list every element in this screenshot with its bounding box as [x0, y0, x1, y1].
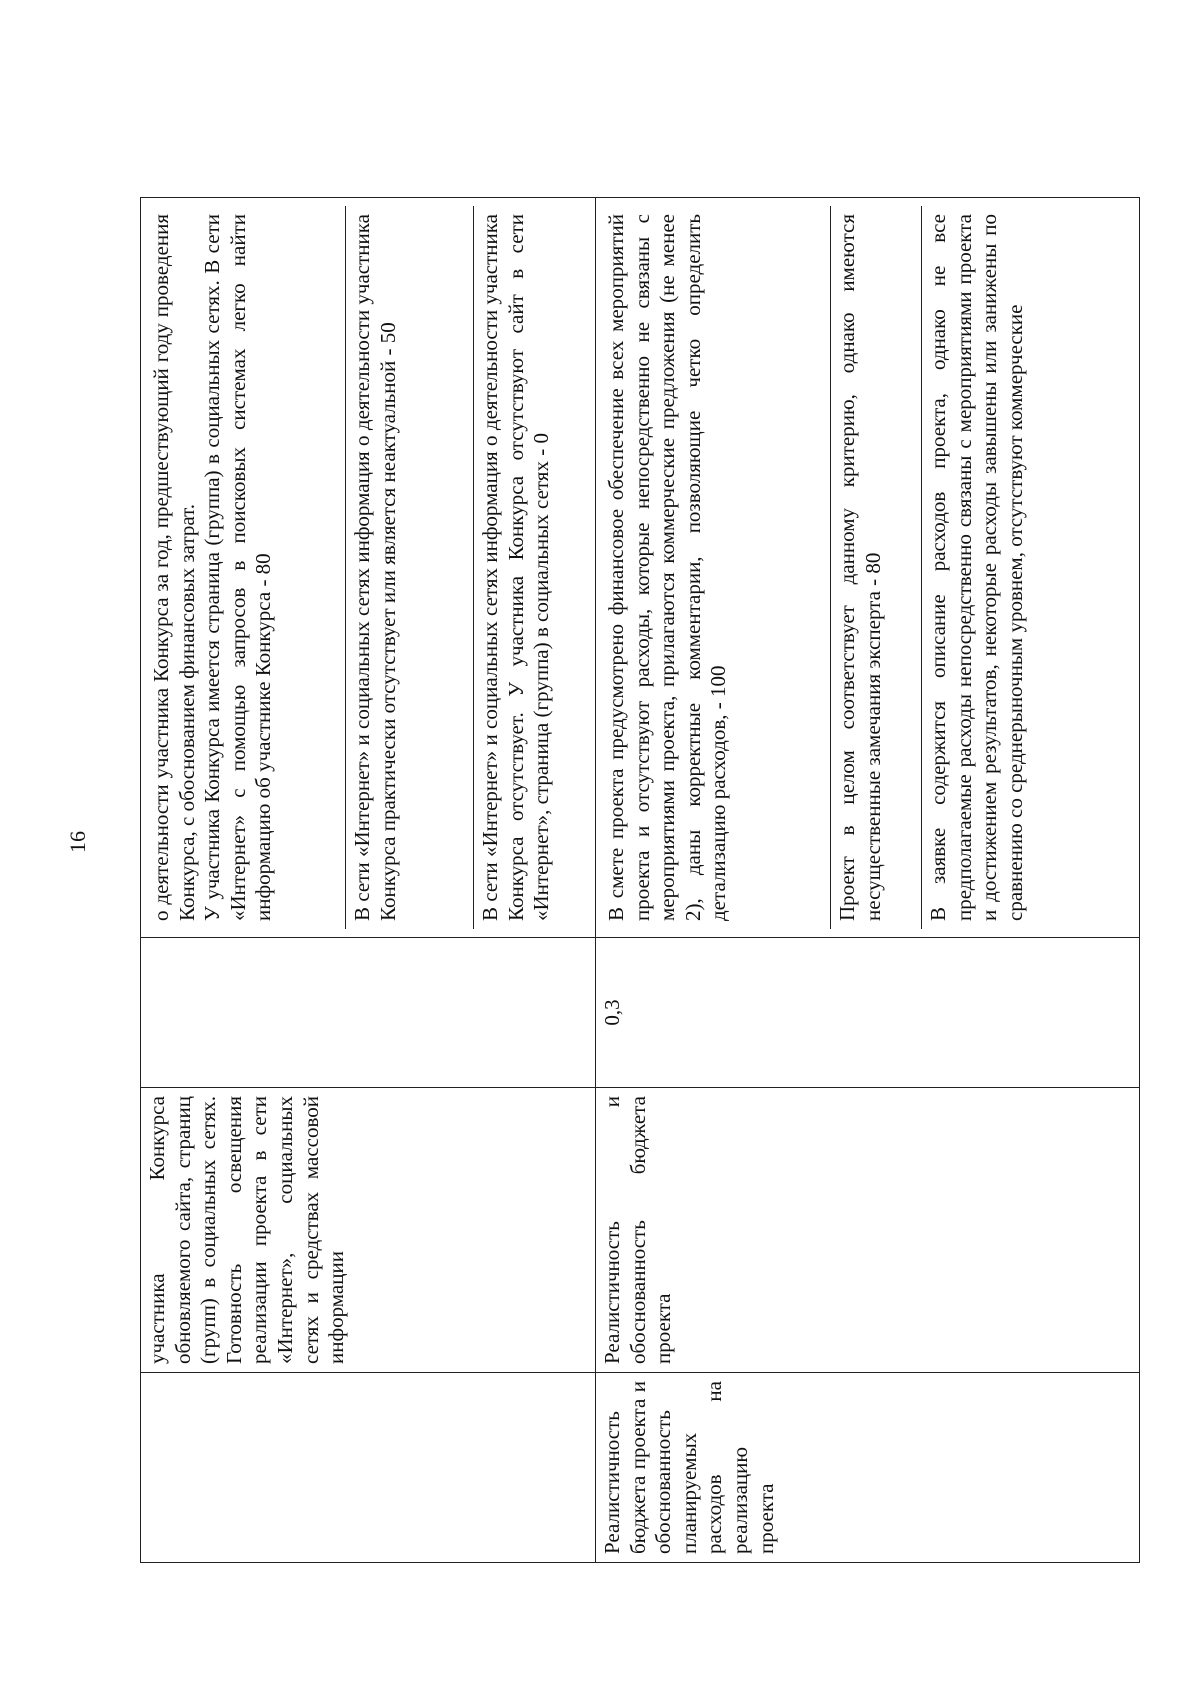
score-text: В сети «Интернет» и социальных сетях информация о деятельности участника Конкурса практически отсутствует или является неактуальной - 50 [350, 214, 400, 921]
score-item [600, 206, 831, 929]
rotated-content [140, 198, 1140, 1563]
indicator-cell: участника Конкурса обновляемого сайта, страниц (групп) в социальных сетях. Готовность освещения реализации проекта в сети «Интернет», социальных сетях и средствах массовой информации [141, 1088, 596, 1373]
page-number: 16 [65, 831, 90, 853]
criterion-cell [141, 1373, 596, 1563]
indicator-cell: Реалистичность и обоснованность бюджета проекта [596, 1088, 1140, 1373]
weight-cell: 0,3 [596, 938, 1140, 1088]
score-text: о деятельности участника Конкурса за год, предшествующий году проведения Конкурса, с обоснованием финансовых затрат. [149, 214, 199, 921]
weight-cell [141, 938, 596, 1088]
score-text: Проект в целом соответствует данному критерию, однако имеются несущественные замечания эксперта - 80 [835, 214, 885, 921]
score-text: В заявке содержится описание расходов проекта, однако не все предполагаемые расходы непосредственно связаны с мероприятиями проекта и достижением результатов, некоторые расходы завышены или занижены по сравнению со среднерыночным уровнем, отсутствуют коммерческие [926, 214, 1027, 921]
score-item [922, 206, 1034, 929]
scores-cell [141, 198, 596, 938]
criterion-cell: Реалистичность бюджета проекта и обоснованность планируемых расходов на реализацию проекта [596, 1373, 1140, 1563]
score-item [145, 206, 346, 929]
score-item [346, 206, 474, 929]
criteria-table [140, 197, 1140, 1563]
score-item [474, 206, 561, 929]
score-text: У участника Конкурса имеется страница (группа) в социальных сетях. В сети «Интернет» с помощью запросов в поисковых системах легко найти информацию об участнике Конкурса - 80 [200, 214, 276, 921]
score-item [831, 206, 922, 929]
table-row [141, 198, 596, 1563]
scores-cell [596, 198, 1140, 938]
score-text: В сети «Интернет» и социальных сетях информация о деятельности участника Конкурса отсутствует. У участника Конкурса отсутствуют сайт в сети «Интернет», страница (группа) в социальных сетях - 0 [478, 214, 554, 921]
score-text: В смете проекта предусмотрено финансовое обеспечение всех мероприятий проекта и отсутствуют расходы, которые непосредственно не связаны с мероприятиями проекта, прилагаются коммерческие предложения (не менее 2), даны корректные комментарии, позволяющие четко определить детализацию расходов, - 100 [604, 214, 731, 921]
table-row [596, 198, 1140, 1563]
